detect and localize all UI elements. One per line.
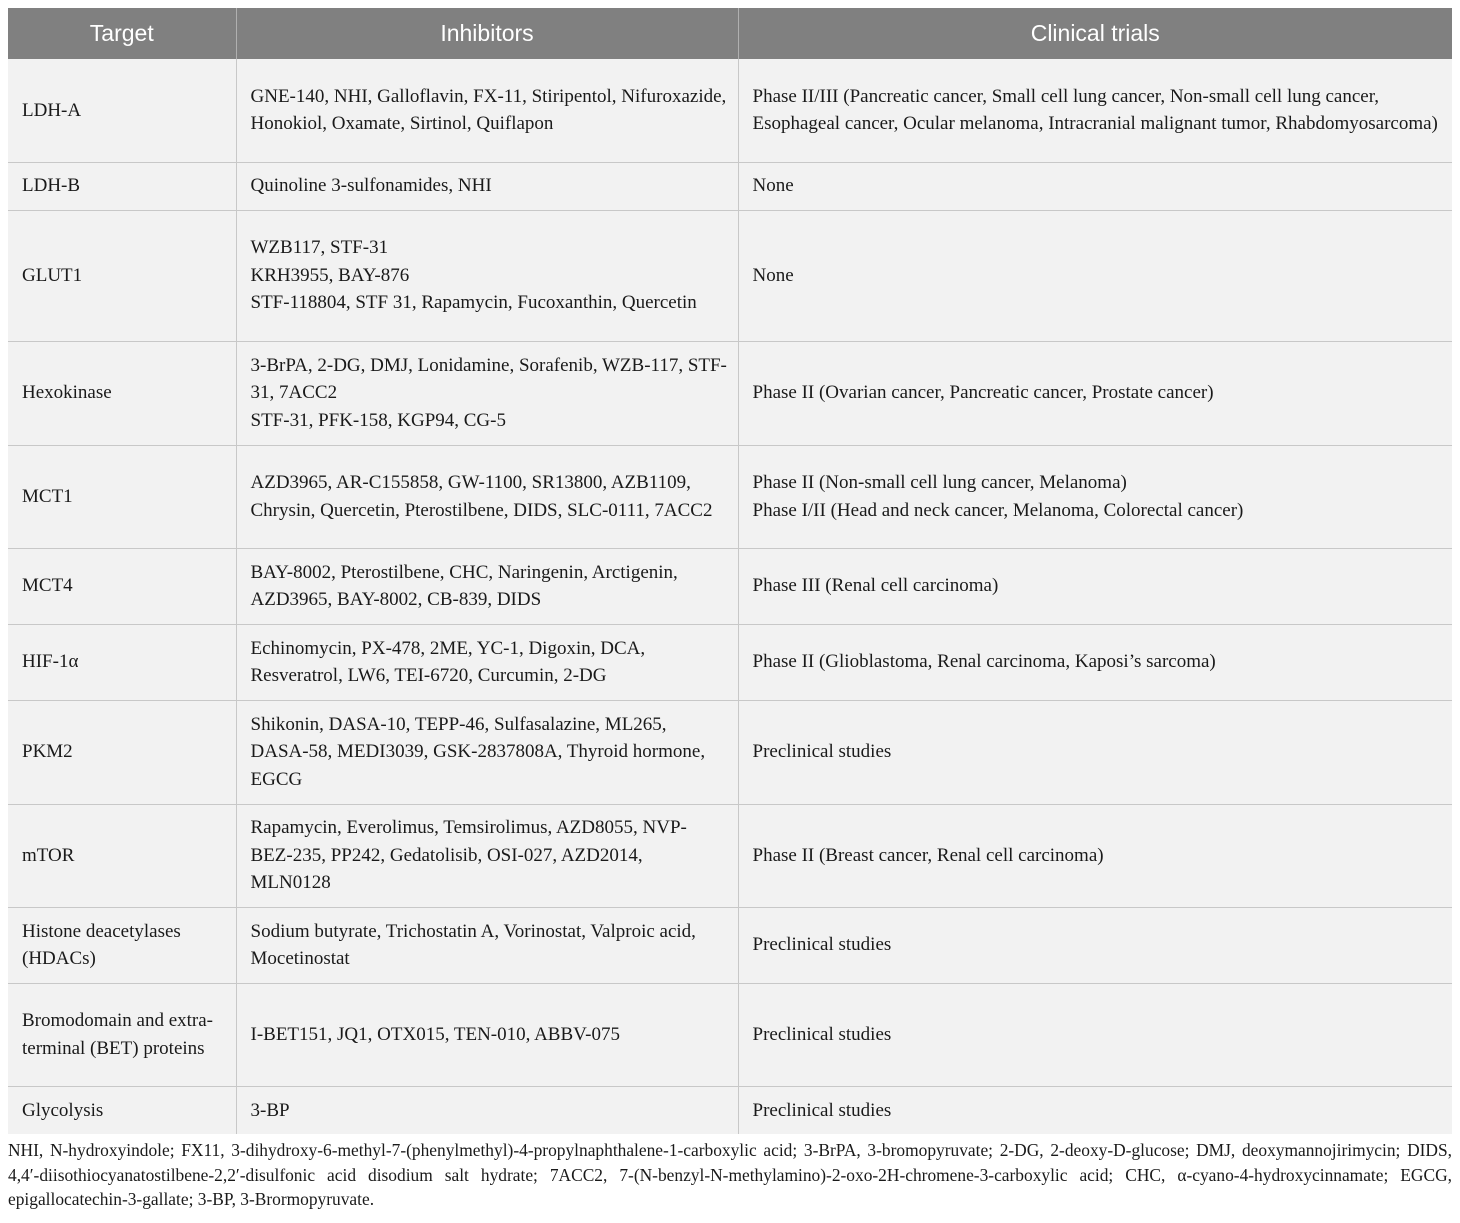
cell-inhibitors: Rapamycin, Everolimus, Temsirolimus, AZD8055, NVP-BEZ-235, PP242, Gedatolisib, OSI-027, AZD2014, MLN0128 [236,804,738,907]
cell-target: HIF-1α [8,624,236,700]
cell-trials: Preclinical studies [738,700,1452,804]
cell-target: PKM2 [8,700,236,804]
table-row [8,700,1452,804]
cell-trials: Phase II (Glioblastoma, Renal carcinoma, Kaposi’s sarcoma) [738,624,1452,700]
cell-target: LDH-A [8,59,236,162]
cell-inhibitors: AZD3965, AR-C155858, GW-1100, SR13800, AZB1109, Chrysin, Quercetin, Pterostilbene, DIDS, SLC-0111, 7ACC2 [236,445,738,548]
cell-target: Histone deacetylases (HDACs) [8,907,236,983]
cell-inhibitors: Sodium butyrate, Trichostatin A, Vorinostat, Valproic acid, Mocetinostat [236,907,738,983]
cell-inhibitors: 3-BrPA, 2-DG, DMJ, Lonidamine, Sorafenib, WZB-117, STF-31, 7ACC2 STF-31, PFK-158, KGP94, CG-5 [236,341,738,445]
table-row [8,162,1452,210]
table-container [8,8,1452,1212]
cell-trials: Preclinical studies [738,907,1452,983]
cell-target: Glycolysis [8,1086,236,1134]
cell-inhibitors: Shikonin, DASA-10, TEPP-46, Sulfasalazine, ML265, DASA-58, MEDI3039, GSK-2837808A, Thyroid hormone, EGCG [236,700,738,804]
cell-target: MCT4 [8,548,236,624]
table-row [8,59,1452,162]
table-row [8,983,1452,1086]
cell-trials: Phase II (Ovarian cancer, Pancreatic cancer, Prostate cancer) [738,341,1452,445]
cell-inhibitors: GNE-140, NHI, Galloflavin, FX-11, Stiripentol, Nifuroxazide, Honokiol, Oxamate, Sirtinol, Quiflapon [236,59,738,162]
cell-inhibitors: Quinoline 3-sulfonamides, NHI [236,162,738,210]
header-row [8,8,1452,59]
table-row [8,907,1452,983]
cell-trials: None [738,210,1452,341]
table-header [8,8,1452,59]
cell-trials: Preclinical studies [752,1099,892,1121]
table-row [8,1086,1452,1134]
header-inhibitors: Inhibitors [236,8,738,59]
table-footnote: NHI, N-hydroxyindole; FX11, 3-dihydroxy-6-methyl-7-(phenylmethyl)-4-propylnaphthalene-1-carboxylic acid; 3-BrPA, 3-bromopyruvate; 2-DG, 2-deoxy-D-glucose; DMJ, deoxymannojirimycin; DIDS, 4,4′-diisothiocyanatostilbene-2,2′-disulfonic acid disodium salt hydrate; 7ACC2, 7-(N-benzyl-N-methylamino)-2-oxo-2H-chromene-3-carboxylic acid; CHC, α-cyano-4-hydroxycinnamate; EGCG, epigallocatechin-3-gallate; 3-BP, 3-Brormopyruvate. [8,1134,1452,1212]
cell-trials: None [738,162,1452,210]
cell-inhibitors: Echinomycin, PX-478, 2ME, YC-1, Digoxin, DCA, Resveratrol, LW6, TEI-6720, Curcumin, 2-DG [236,624,738,700]
cell-inhibitors: BAY-8002, Pterostilbene, CHC, Naringenin, Arctigenin, AZD3965, BAY-8002, CB-839, DIDS [236,548,738,624]
table-row [8,210,1452,341]
cell-target: GLUT1 [8,210,236,341]
cell-target: MCT1 [8,445,236,548]
cell-trials: Phase II (Non-small cell lung cancer, Melanoma) Phase I/II (Head and neck cancer, Melanoma, Colorectal cancer) [738,445,1452,548]
header-target: Target [8,8,236,59]
cell-inhibitors: WZB117, STF-31 KRH3955, BAY-876 STF-118804, STF 31, Rapamycin, Fucoxanthin, Quercetin [236,210,738,341]
cell-trials: Phase II/III (Pancreatic cancer, Small cell lung cancer, Non-small cell lung cancer, Esophageal cancer, Ocular melanoma, Intracranial malignant tumor, Rhabdomyosarcoma) [738,59,1452,162]
inhibitors-table [8,8,1452,1134]
table-row [8,548,1452,624]
table-row [8,341,1452,445]
table-row [8,804,1452,907]
cell-inhibitors: 3-BP [236,1086,738,1134]
cell-target: LDH-B [8,162,236,210]
table-row [8,624,1452,700]
cell-trials: Phase II (Breast cancer, Renal cell carcinoma) [738,804,1452,907]
cell-inhibitors: I-BET151, JQ1, OTX015, TEN-010, ABBV-075 [236,983,738,1086]
header-clinical-trials: Clinical trials [738,8,1452,59]
table-body [8,59,1452,1134]
cell-target: Hexokinase [8,341,236,445]
table-row [8,445,1452,548]
cell-target: mTOR [8,804,236,907]
cell-trials: Preclinical studies [738,983,1452,1086]
cell-trials: Phase III (Renal cell carcinoma) [738,548,1452,624]
cell-target: Bromodomain and extra-terminal (BET) proteins [8,983,236,1086]
